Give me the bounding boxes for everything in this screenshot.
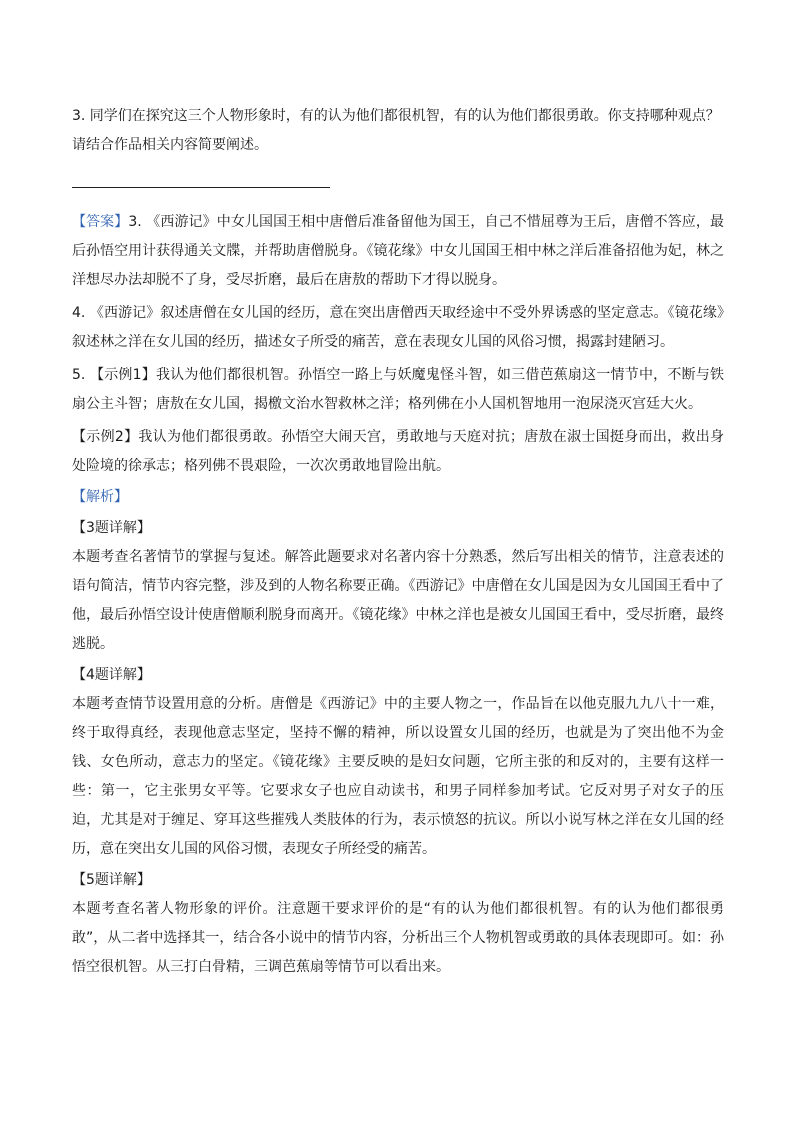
detail-5-text: 本题考查名著人物形象的评价。注意题干要求评价的是“有的认为他们都很机智。有的认为他们都很勇敢”，从二者中选择其一，结合各小说中的情节内容，分析出三个人物机智或勇敢的具体表现即可。如：孙悟空很机智。从三打白骨精，三调芭蕉扇等情节可以看出来。 <box>72 901 724 975</box>
detail-3-text: 本题考查名著情节的掌握与复述。解答此题要求对名著内容十分熟悉，然后写出相关的情节，注意表述的语句简洁，情节内容完整，涉及到的人物名称要正确。《西游记》中唐僧在女儿国是因为女儿国国王看中了他，最后孙悟空设计使唐僧顺利脱身而离开。《镜花缘》中林之洋也是被女儿国国王看中，受尽折磨，最终逃脱。 <box>72 549 724 652</box>
detail-4-heading: 【4题详解】 <box>72 667 151 683</box>
analysis-tag <box>72 483 724 512</box>
question-line-2: 请结合作品相关内容简要阐述。 <box>72 137 268 153</box>
question-line-1: 3. 同学们在探究这三个人物形象时，有的认为他们都很机智，有的认为他们都很勇敢。你支持哪种观点？ <box>72 108 720 124</box>
analysis-tag-label: 【解析】 <box>72 489 128 505</box>
detail-4-text: 本题考查情节设置用意的分析。唐僧是《西游记》中的主要人物之一，作品旨在以他克服九九八十一难，终于取得真经，表现他意志坚定，坚持不懈的精神，所以设置女儿国的经历，也就是为了突出他不为金钱、女色所动，意志力的坚定。《镜花缘》主要反映的是妇女问题，它所主张的和反对的，主要有这样一些：第一，它主张男女平等。它要求女子也应自动读书，和男子同样参加考试。它反对男子对女子的压迫，尤其是对于缠足、穿耳这些摧残人类肢体的行为，表示愤怒的抗议。所以小说写林之洋在女儿国的经历，意在突出女儿国的风俗习惯，表现女子所经受的痛苦。 <box>72 696 724 857</box>
detail-5-heading: 【5题详解】 <box>72 872 151 888</box>
answer-3 <box>72 208 724 295</box>
answer-tag: 【答案】 <box>72 214 129 230</box>
answer-5-example-2: 【示例2】我认为他们都很勇敢。孙悟空大闹天宫，勇敢地与天庭对抗；唐敖在淑士国挺身而出，救出身处险境的徐承志；格列佛不畏艰险，一次次勇敢地冒险出航。 <box>72 429 724 474</box>
detail-3-heading: 【3题详解】 <box>72 520 151 536</box>
answer-3-text: 3. 《西游记》中女儿国国王相中唐僧后准备留他为国王，自己不惜屈尊为王后，唐僧不答应，最后孙悟空用计获得通关文牒，并帮助唐僧脱身。《镜花缘》中女儿国国王相中林之洋后准备招他为妃，林之洋想尽办法却脱不了身，受尽折磨，最后在唐敖的帮助下才得以脱身。 <box>72 214 724 288</box>
document-page <box>72 102 724 982</box>
answer-4: 4. 《西游记》叙述唐僧在女儿国的经历，意在突出唐僧西天取经途中不受外界诱惑的坚定意志。《镜花缘》叙述林之洋在女儿国的经历，描述女子所受的痛苦，意在表现女儿国的风俗习惯，揭露封建陋习。 <box>72 305 724 350</box>
answer-blank-line <box>72 187 330 188</box>
answer-5-example-1: 5. 【示例1】我认为他们都很机智。孙悟空一路上与妖魔鬼怪斗智，如三借芭蕉扇这一情节中，不断与铁扇公主斗智；唐敖在女儿国，揭檄文治水智救林之洋；格列佛在小人国机智地用一泡尿浇灭宫廷大火。 <box>72 367 724 412</box>
